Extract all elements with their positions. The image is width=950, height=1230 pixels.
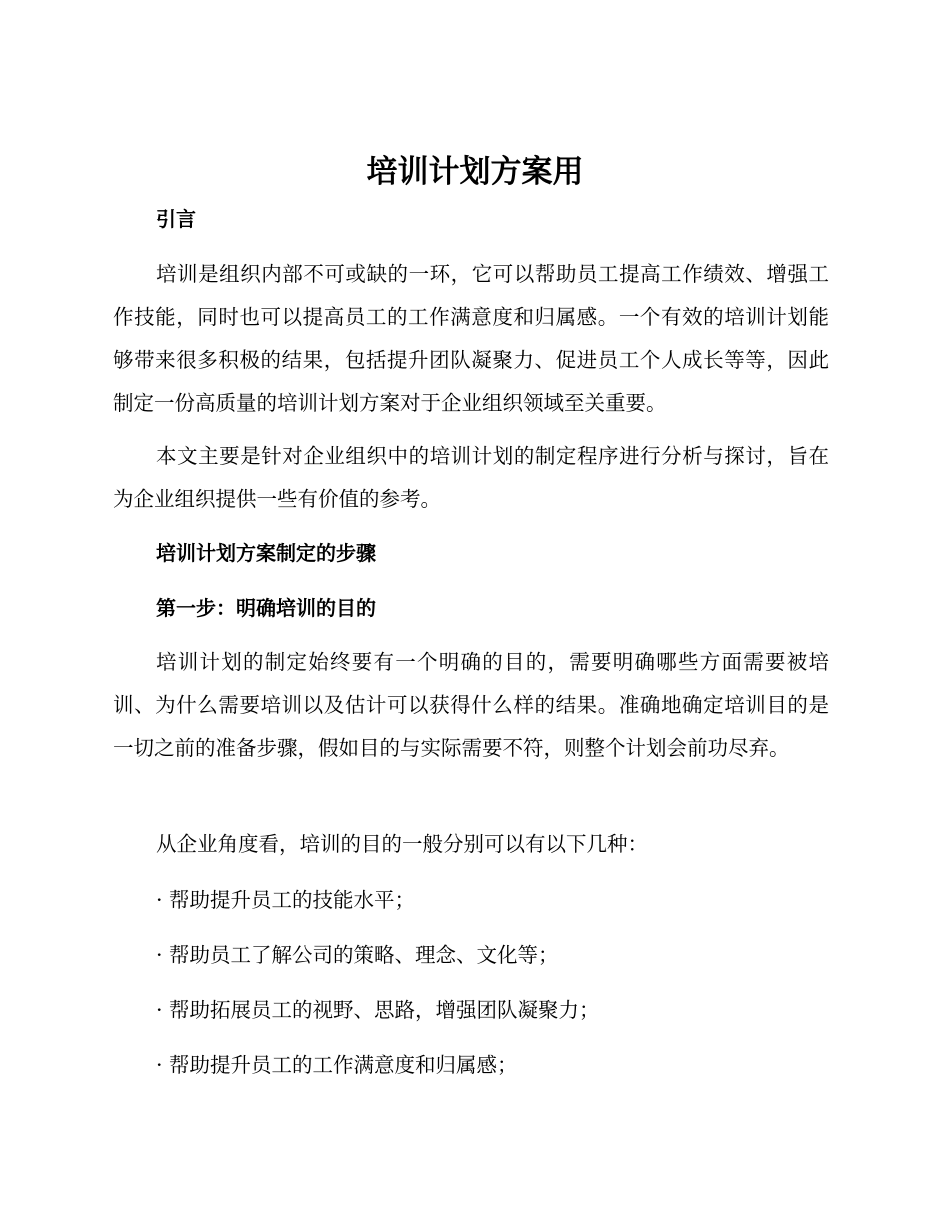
bullet-item-4: · 帮助提升员工的工作满意度和归属感；	[156, 1053, 518, 1077]
intro-paragraph-2: 本文主要是针对企业组织中的培训计划的制定程序进行分析与探讨，旨在为企业组织提供一些有价值的参考。	[113, 444, 829, 511]
step1-paragraph-2: 从企业角度看，培训的目的一般分别可以有以下几种：	[156, 832, 648, 856]
document-title: 培训计划方案用	[366, 154, 584, 190]
steps-heading: 培训计划方案制定的步骤	[156, 541, 376, 565]
intro-paragraph-1: 培训是组织内部不可或缺的一环，它可以帮助员工提高工作绩效、增强工作技能，同时也可以提高员工的工作满意度和归属感。一个有效的培训计划能够带来很多积极的结果，包括提升团队凝聚力、促进员工个人成长等等，因此制定一份高质量的培训计划方案对于企业组织领域至关重要。	[113, 262, 829, 415]
step1-heading: 第一步：明确培训的目的	[156, 596, 376, 620]
bullet-item-2: · 帮助员工了解公司的策略、理念、文化等；	[156, 943, 559, 967]
bullet-item-3: · 帮助拓展员工的视野、思路，增强团队凝聚力；	[156, 998, 600, 1022]
step1-paragraph-1: 培训计划的制定始终要有一个明确的目的，需要明确哪些方面需要被培训、为什么需要培训以及估计可以获得什么样的结果。准确地确定培训目的是一切之前的准备步骤，假如目的与实际需要不符，则整个计划会前功尽弃。	[113, 650, 829, 760]
intro-heading: 引言	[156, 207, 196, 231]
bullet-item-1: · 帮助提升员工的技能水平；	[156, 888, 416, 912]
